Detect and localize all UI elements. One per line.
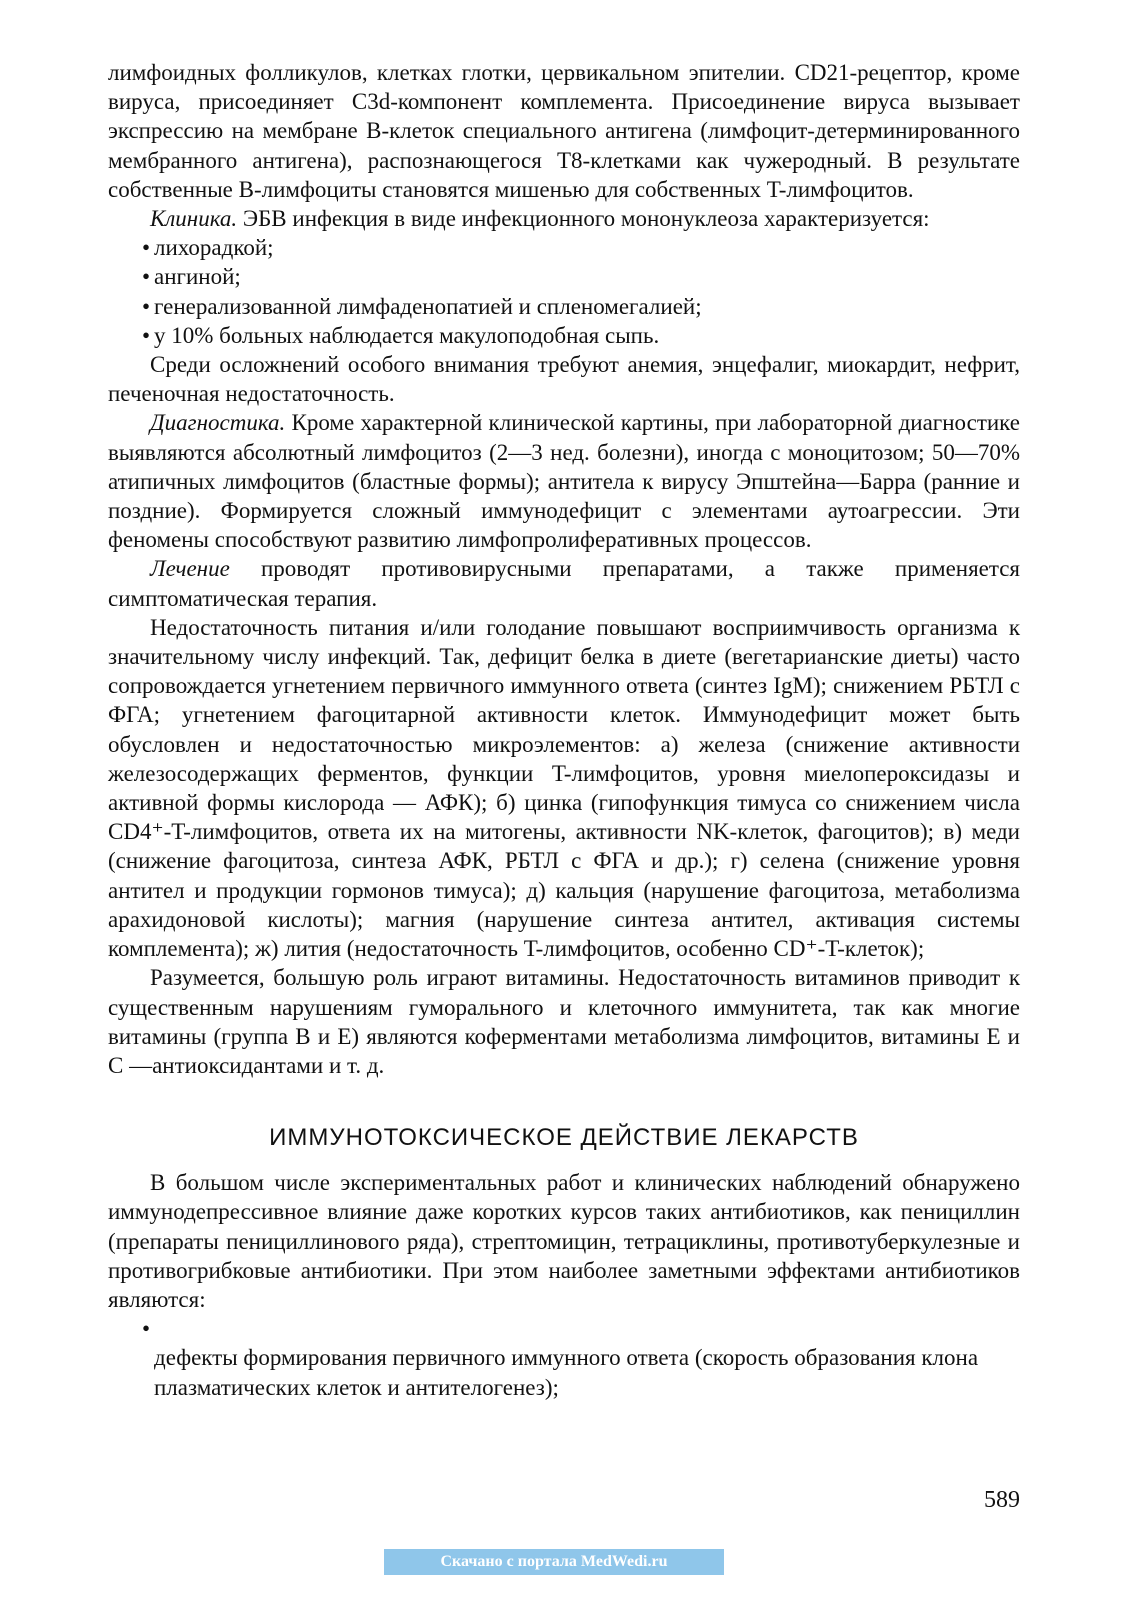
list-item: [108, 292, 1020, 321]
paragraph: В большом числе экспериментальных работ и клинических наблюдений обнаружено иммунодепрессивное влияние даже коротких курсов таких антибиотиков, как пенициллин (препараты пенициллинового ряда), стрептомицин, тетрациклины, противотуберкулезные и противогрибковые антибиотики. При этом наиболее заметными эффектами антибиотиков являются:: [108, 1170, 1020, 1312]
treatment-text: проводят противовирусными препаратами, а также применяется симптоматическая терапия.: [108, 556, 1020, 611]
diagnostics-text: Кроме характерной клинической картины, при лабораторной диагностике выявляются абсолютный лимфоцитоз (2—3 нед. болезни), иногда с моноцитозом; 50—70% атипичных лимфоцитов (бластные формы); антитела к вирусу Эпштейна—Барра (ранние и поздние). Формируется сложный иммунодефицит с элементами аутоагрессии. Эти феномены способствуют развитию лимфопролиферативных процессов.: [108, 410, 1020, 553]
list-item-text: дефекты формирования первичного иммунного ответа (скорость образования клона плазматических клеток и антителогенез);: [154, 1345, 979, 1400]
list-item: [108, 1314, 1020, 1402]
list-item: [108, 321, 1020, 350]
clinic-text: ЭБВ инфекция в виде инфекционного мононуклеоза характеризуется:: [237, 206, 930, 232]
list-item: [108, 262, 1020, 291]
diagnostics-label: Диагностика.: [150, 410, 286, 436]
paragraph-diagnostics: [108, 408, 1020, 554]
paragraph: Среди осложнений особого внимания требуют анемия, энцефалиг, миокардит, нефрит, печеночная недостаточность.: [108, 352, 1020, 407]
treatment-label: Лечение: [150, 556, 230, 582]
symptom-list: [108, 233, 1020, 350]
list-item-text: лихорадкой;: [154, 235, 274, 261]
page-body: [108, 58, 1020, 1402]
list-item-text: генерализованной лимфаденопатией и спленомегалией;: [154, 293, 702, 319]
paragraph-treatment: [108, 554, 1020, 612]
clinic-label: Клиника.: [150, 206, 238, 232]
effects-list: [108, 1314, 1020, 1402]
list-item-text: у 10% больных наблюдается макулоподобная сыпь.: [154, 322, 660, 348]
watermark: Скачано с портала MedWedi.ru: [384, 1549, 724, 1575]
section-heading: ИММУНОТОКСИЧЕСКОЕ ДЕЙСТВИЕ ЛЕКАРСТВ: [269, 1124, 859, 1152]
paragraph: Недостаточность питания и/или голодание повышают восприимчивость организма к значительному числу инфекций. Так, дефицит белка в диете (вегетарианские диеты) часто сопровождается угнетением первичного иммунного ответа (синтез IgM); снижением РБТЛ с ФГА; угнетением фагоцитарной активности клеток. Иммунодефицит может быть обусловлен и недостаточностью микроэлементов: а) железа (снижение активности железосодержащих ферментов, функции T-лимфоцитов, уровня миелопероксидазы и активной формы кислорода — АФК); б) цинка (гипофункция тимуса со снижением числа CD4⁺-T-лимфоцитов, ответа их на митогены, активности NK-клеток, фагоцитов); в) меди (снижение фагоцитоза, синтеза АФК, РБТЛ с ФГА и др.); г) селена (снижение уровня антител и продукции гормонов тимуса); д) кальция (нарушение фагоцитоза, метаболизма арахидоновой кислоты); магния (нарушение синтеза антител, активация системы комплемента); ж) лития (недостаточность T-лимфоцитов, особенно CD⁺-T-клеток);: [108, 614, 1020, 962]
paragraph: Разумеется, большую роль играют витамины. Недостаточность витаминов приводит к существенным нарушениям гуморального и клеточного иммунитета, так как многие витамины (группа B и E) являются коферментами метаболизма лимфоцитов, витамины E и C —антиоксидантами и т. д.: [108, 965, 1020, 1078]
paragraph: лимфоидных фолликулов, клетках глотки, цервикальном эпителии. CD21-рецептор, кроме вируса, присоединяет C3d-компонент комплемента. Присоединение вируса вызывает экспрессию на мембране B-клеток специального антигена (лимфоцит-детерминированного мембранного антигена), распознающегося T8-клетками как чужеродный. В результате собственные B-лимфоциты становятся мишенью для собственных T-лимфоцитов.: [108, 60, 1020, 202]
page-number: 589: [984, 1487, 1020, 1513]
list-item-text: ангиной;: [154, 264, 241, 290]
list-item: [108, 233, 1020, 262]
paragraph-clinic: [108, 204, 1020, 233]
